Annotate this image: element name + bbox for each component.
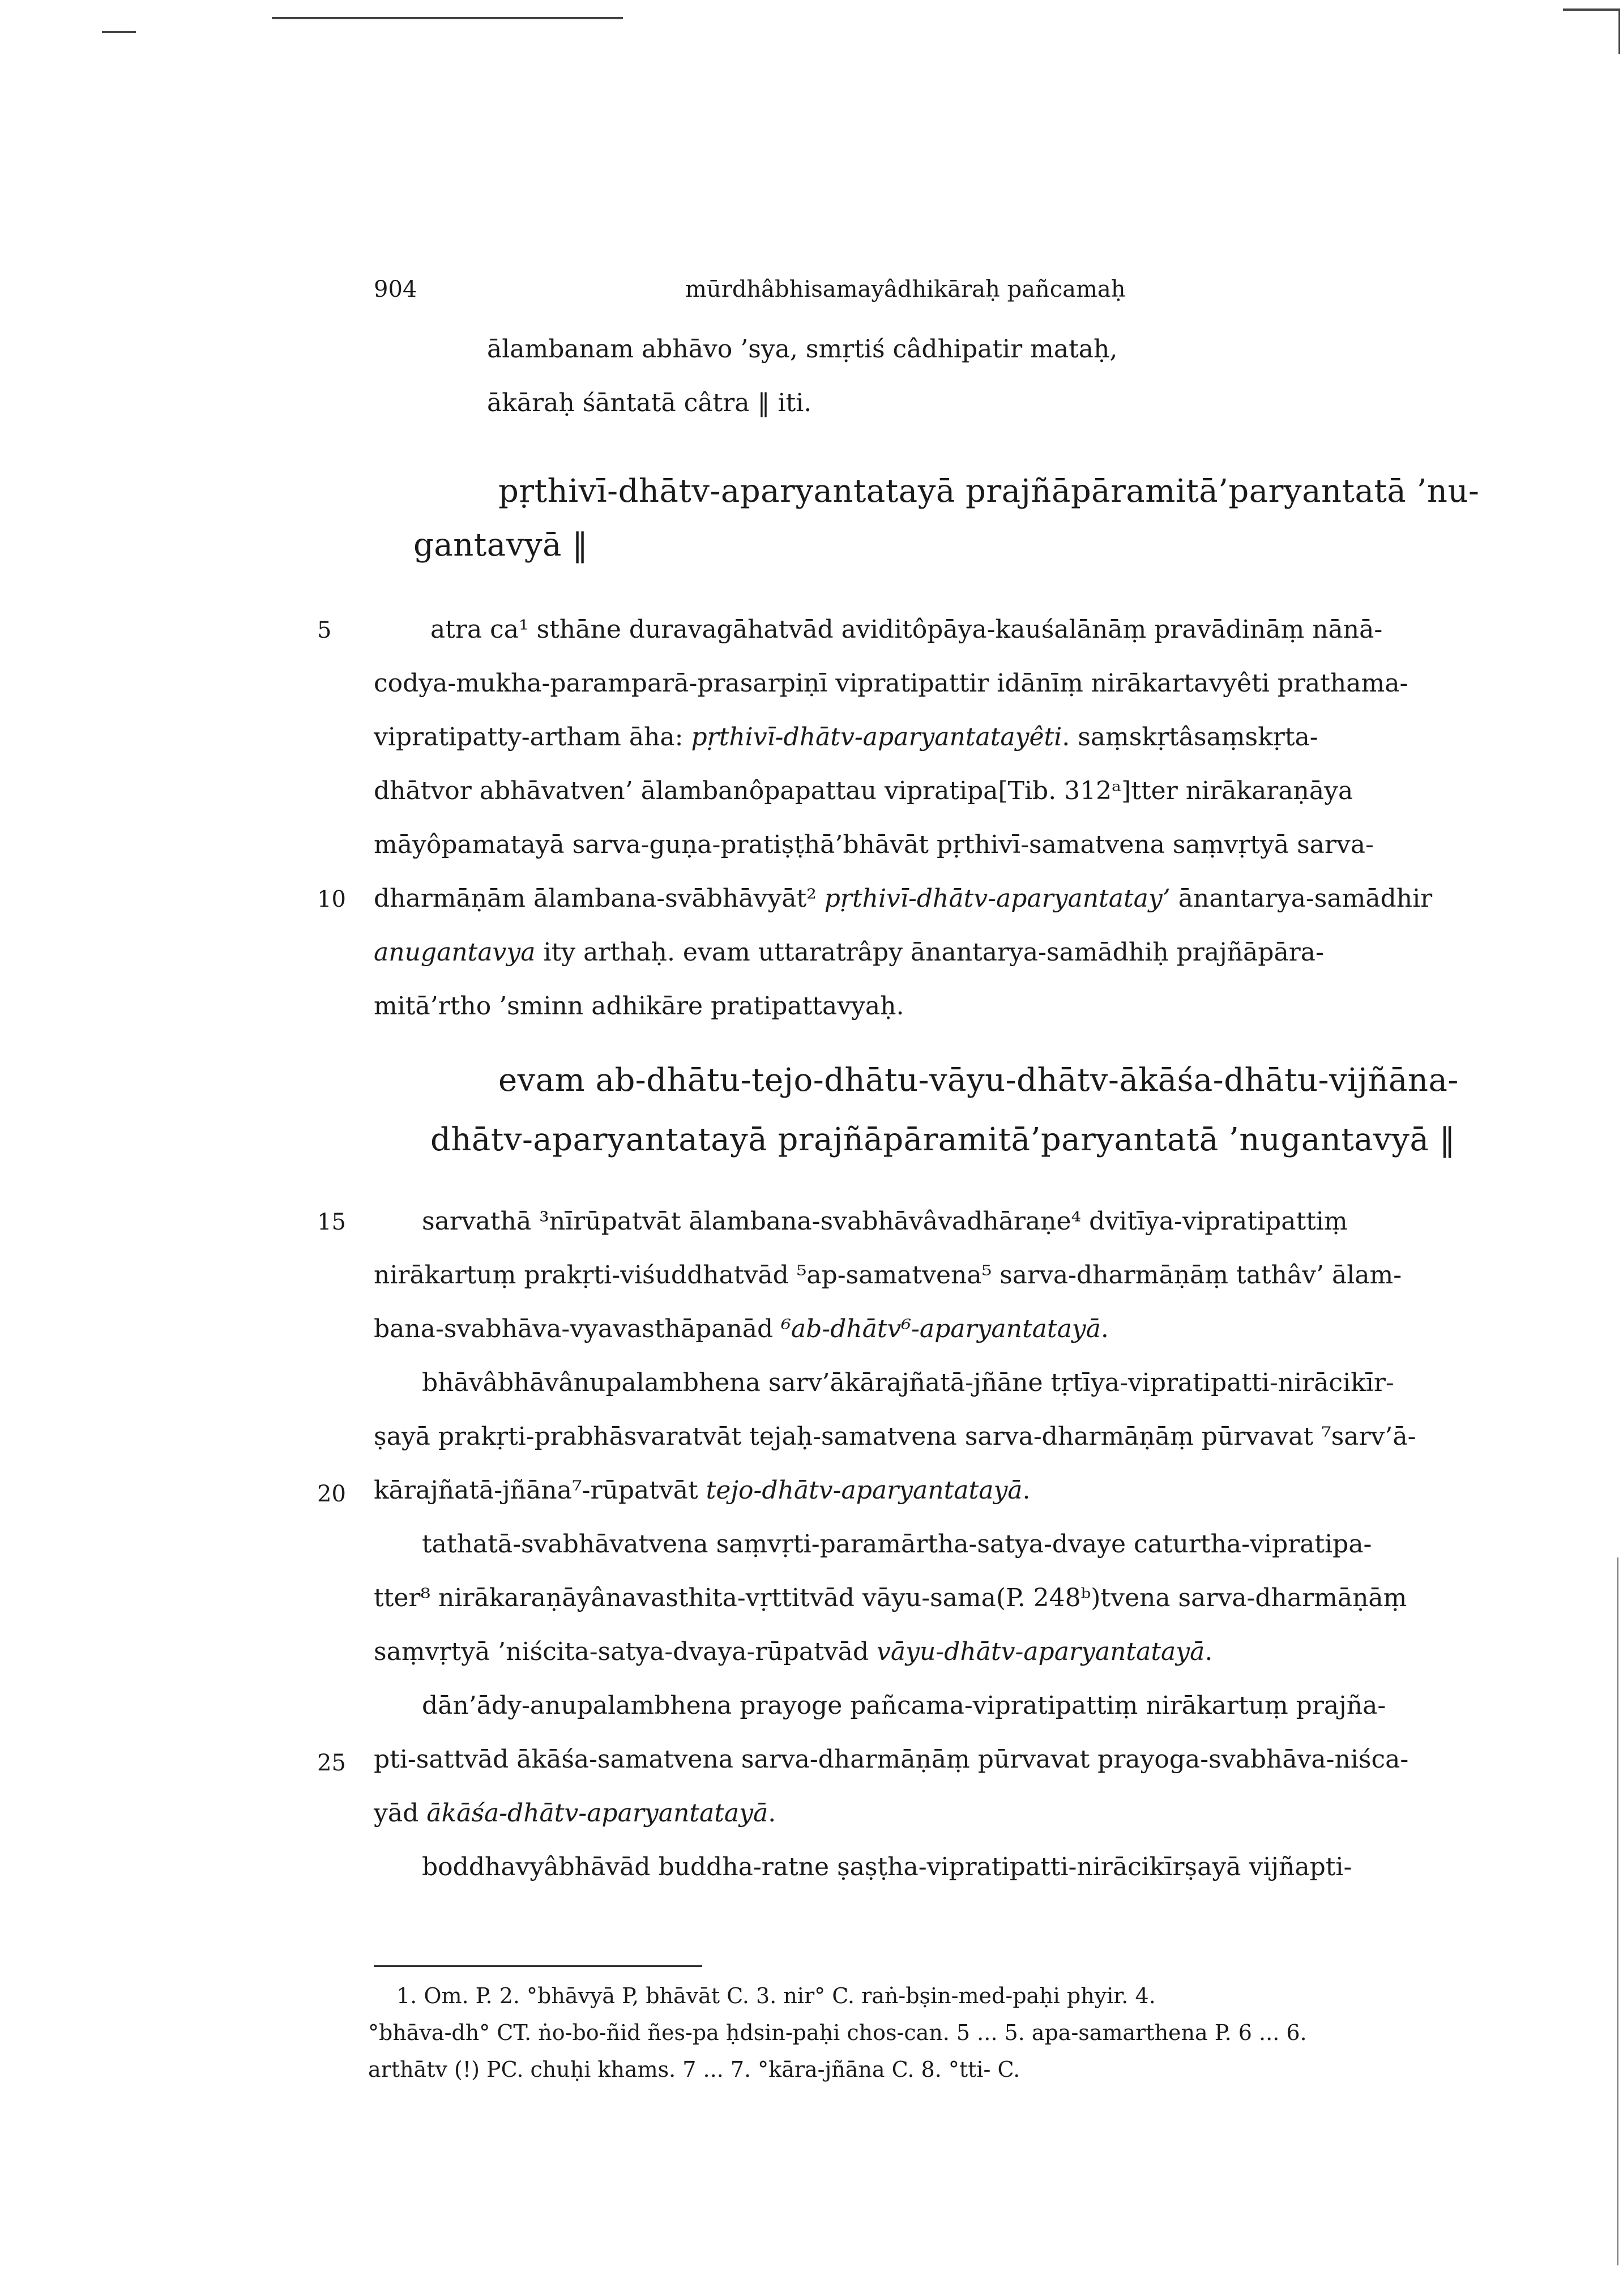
sutra-1-line-2: gantavyā ‖	[413, 527, 588, 564]
commentary-1-line-5: māyôpamatayā sarva-guṇa-pratiṣṭhā’bhāvāt pṛthivī-samatvena saṃvṛtyā sarva-	[374, 830, 1374, 859]
commentary-2-line-8: tter⁸ nirākaraṇāyânavasthita-vṛttitvād vāyu-sama(P. 248ᵇ)tvena sarva-dharmāṇāṃ	[374, 1584, 1407, 1612]
commentary-2-line-9: saṃvṛtyā ’niścita-satya-dvaya-rūpatvād vāyu-dhātv-aparyantatayā.	[374, 1637, 1213, 1666]
commentary-2-line-11: pti-sattvād ākāśa-samatvena sarva-dharmāṇāṃ pūrvavat prayoga-svabhāva-niśca-	[374, 1745, 1409, 1774]
line-number-20: 20	[317, 1481, 346, 1507]
commentary-1-line-3: vipratipatty-artham āha: pṛthivī-dhātv-aparyantatayêti. saṃskṛtâsaṃskṛta-	[374, 723, 1318, 752]
commentary-2-line-10: dān’ādy-anupalambhena prayoge pañcama-vipratipattiṃ nirākartuṃ prajña-	[422, 1691, 1386, 1720]
commentary-2-line-3: bana-svabhāva-vyavasthāpanād ⁶ab-dhātv⁶-aparyantatayā.	[374, 1315, 1109, 1343]
commentary-1-line-8: mitā’rtho ’sminn adhikāre pratipattavyaḥ.	[374, 992, 904, 1021]
commentary-2-line-7: tathatā-svabhāvatvena saṃvṛti-paramārtha-satya-dvaye caturtha-vipratipa-	[422, 1530, 1372, 1559]
scan-edge-line-left	[102, 31, 136, 33]
commentary-1-line-1: atra ca¹ sthāne duravagāhatvād aviditôpāya-kauśalānāṃ pravādināṃ nānā-	[430, 615, 1383, 644]
commentary-2-line-2: nirākartuṃ prakṛti-viśuddhatvād ⁵ap-samatvena⁵ sarva-dharmāṇāṃ tathâv’ ālam-	[374, 1261, 1402, 1290]
footnote-line-2: °bhāva-dh° CT. ṅo-bo-ñid ñes-pa ḥdsin-paḥi chos-can. 5 ... 5. apa-samarthena P. 6 ... 6.	[368, 2020, 1307, 2045]
footnote-line-1: 1. Om. P. 2. °bhāvyā P, bhāvāt C. 3. nir° C. raṅ-bṣin-med-paḥi phyir. 4.	[396, 1983, 1156, 2008]
scan-edge-line-right	[1563, 8, 1620, 11]
scan-edge-line-vertical	[1618, 8, 1620, 54]
line-number-25: 25	[317, 1750, 346, 1776]
scan-edge-line-right-margin	[1617, 1557, 1618, 2265]
sutra-1-line-1: pṛthivī-dhātv-aparyantatayā prajñāpāramitā’paryantatā ’nu-	[498, 473, 1480, 510]
line-number-5: 5	[317, 617, 332, 643]
verse-line-2: ākāraḥ śāntatā câtra ‖ iti.	[487, 389, 812, 417]
commentary-1-line-4: dhātvor abhāvatven’ ālambanôpapattau vipratipa[Tib. 312ᵃ]tter nirākaraṇāya	[374, 776, 1353, 805]
sutra-2-line-1: evam ab-dhātu-tejo-dhātu-vāyu-dhātv-ākāśa-dhātu-vijñāna-	[498, 1062, 1459, 1099]
commentary-2-line-12: yād ākāśa-dhātv-aparyantatayā.	[374, 1799, 776, 1828]
commentary-1-line-2: codya-mukha-paramparā-prasarpiṇī vipratipattir idānīṃ nirākartavyêti prathama-	[374, 669, 1408, 698]
commentary-1-line-6: dharmāṇām ālambana-svābhāvyāt² pṛthivī-dhātv-aparyantatay’ ānantarya-samādhir	[374, 884, 1433, 913]
running-title: mūrdhâbhisamayâdhikāraḥ pañcamaḥ	[685, 276, 1126, 302]
commentary-2-line-5: ṣayā prakṛti-prabhāsvaratvāt tejaḥ-samatvena sarva-dharmāṇāṃ pūrvavat ⁷sarv’ā-	[374, 1422, 1416, 1451]
page-number: 904	[374, 276, 417, 302]
verse-line-1: ālambanam abhāvo ’sya, smṛtiś câdhipatir mataḥ,	[487, 335, 1118, 364]
page-header	[0, 276, 1623, 310]
line-number-10: 10	[317, 886, 346, 912]
footnote-rule	[374, 1965, 702, 1967]
footnote-line-3: arthātv (!) PC. chuḥi khams. 7 ... 7. °kāra-jñāna C. 8. °tti- C.	[368, 2057, 1020, 2082]
sutra-2-line-2: dhātv-aparyantatayā prajñāpāramitā’paryantatā ’nugantavyā ‖	[430, 1121, 1456, 1158]
commentary-2-line-6: kārajñatā-jñāna⁷-rūpatvāt tejo-dhātv-aparyantatayā.	[374, 1476, 1031, 1505]
commentary-2-line-4: bhāvâbhāvânupalambhena sarv’ākārajñatā-jñāne tṛtīya-vipratipatti-nirācikīr-	[422, 1368, 1394, 1397]
commentary-2-line-13: boddhavyâbhāvād buddha-ratne ṣaṣṭha-vipratipatti-nirācikīrṣayā vijñapti-	[422, 1853, 1352, 1881]
scan-edge-line-top	[272, 17, 623, 19]
commentary-1-line-7: anugantavya ity arthaḥ. evam uttaratrâpy ānantarya-samādhiḥ prajñāpāra-	[374, 938, 1324, 967]
line-number-15: 15	[317, 1209, 346, 1235]
commentary-2-line-1: sarvathā ³nīrūpatvāt ālambana-svabhāvâvadhāraṇe⁴ dvitīya-vipratipattiṃ	[422, 1207, 1348, 1236]
